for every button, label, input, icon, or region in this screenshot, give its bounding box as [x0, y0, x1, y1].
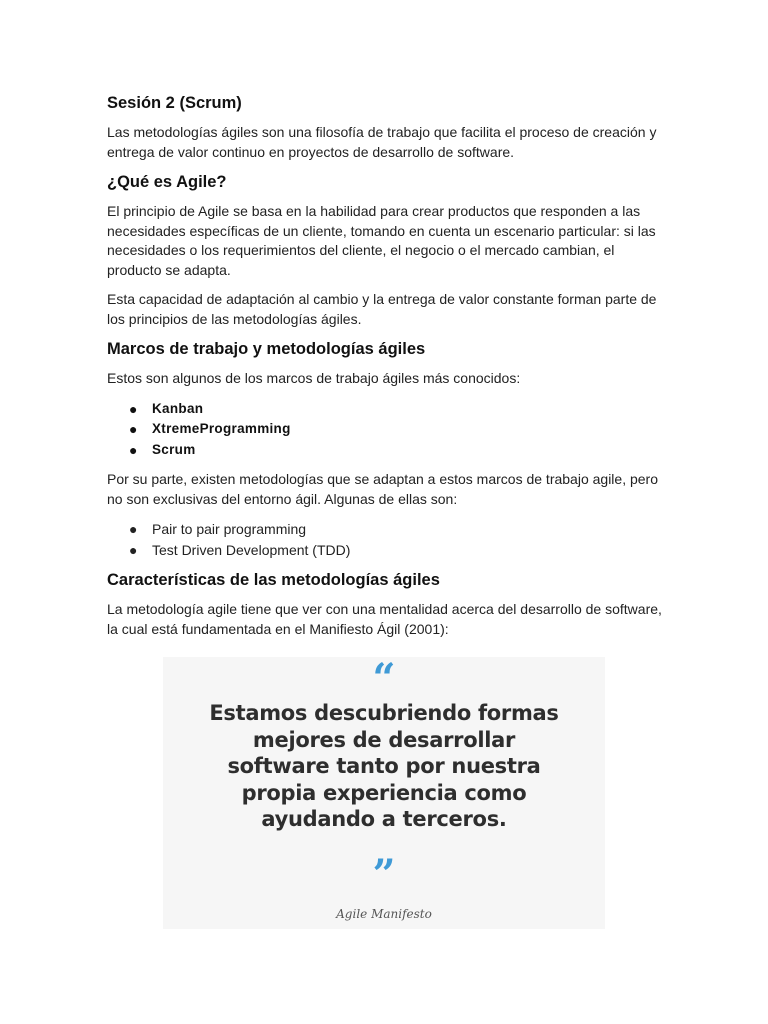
- quote-line: software tanto por nuestra: [227, 754, 541, 778]
- session-title: Sesión 2 (Scrum): [107, 94, 242, 112]
- document-body: [107, 93, 667, 649]
- close-quote-icon: ”: [372, 851, 396, 898]
- quote-text: [163, 700, 605, 833]
- list-item: [107, 399, 667, 420]
- method-tdd: Test Driven Development (TDD): [152, 541, 351, 558]
- intro-paragraph: Las metodologías ágiles son una filosofía de trabajo que facilita el proceso de creación y entrega de valor continuo en proyectos de desarrollo de software.: [107, 124, 657, 160]
- quote-line: ayudando a terceros.: [261, 807, 507, 831]
- bullet-icon: ●: [129, 421, 138, 437]
- bullet-icon: ●: [129, 521, 138, 537]
- open-quote-icon: “: [372, 655, 396, 702]
- list-item: [107, 519, 667, 540]
- characteristics-heading: Características de las metodologías ágiles: [107, 571, 440, 589]
- agile-heading: ¿Qué es Agile?: [107, 173, 227, 191]
- framework-xp: XtremeProgramming: [152, 421, 291, 436]
- framework-scrum: Scrum: [152, 441, 196, 457]
- methods-list: [107, 519, 667, 560]
- agile-paragraph-1: El principio de Agile se basa en la habilidad para crear productos que responden a las necesidades específicas de un cliente, tomando en cuenta un escenario particular: si las necesidades o los requerimientos del cliente, el negocio o el mercado cambian, el producto se adapta.: [107, 203, 656, 278]
- frameworks-intro: Estos son algunos de los marcos de trabajo ágiles más conocidos:: [107, 370, 521, 386]
- agile-paragraph-2: Esta capacidad de adaptación al cambio y la entrega de valor constante forman parte de los principios de las metodologías ágiles.: [107, 291, 657, 327]
- quote-line: Estamos descubriendo formas: [209, 701, 559, 725]
- list-item: [107, 419, 667, 440]
- bullet-icon: ●: [129, 400, 138, 417]
- manifesto-quote-image: [163, 657, 605, 929]
- list-item: [107, 440, 667, 461]
- framework-kanban: Kanban: [152, 400, 204, 416]
- quote-author: Agile Manifesto: [336, 907, 432, 921]
- quote-line: propia experiencia como: [241, 780, 527, 805]
- list-item: [107, 540, 667, 561]
- characteristics-paragraph: La metodología agile tiene que ver con una mentalidad acerca del desarrollo de software, la cual está fundamentada en el Manifiesto Ágil (2001):: [107, 601, 662, 637]
- quote-line: mejores de desarrollar: [252, 727, 516, 752]
- frameworks-list: [107, 399, 667, 461]
- bullet-icon: ●: [129, 441, 138, 458]
- frameworks-heading: Marcos de trabajo y metodologías ágiles: [107, 340, 426, 358]
- method-pair-programming: Pair to pair programming: [152, 521, 307, 537]
- methods-intro: Por su parte, existen metodologías que se adaptan a estos marcos de trabajo agile, pero no son exclusivas del entorno ágil. Algunas de ellas son:: [107, 471, 659, 507]
- bullet-icon: ●: [129, 541, 138, 558]
